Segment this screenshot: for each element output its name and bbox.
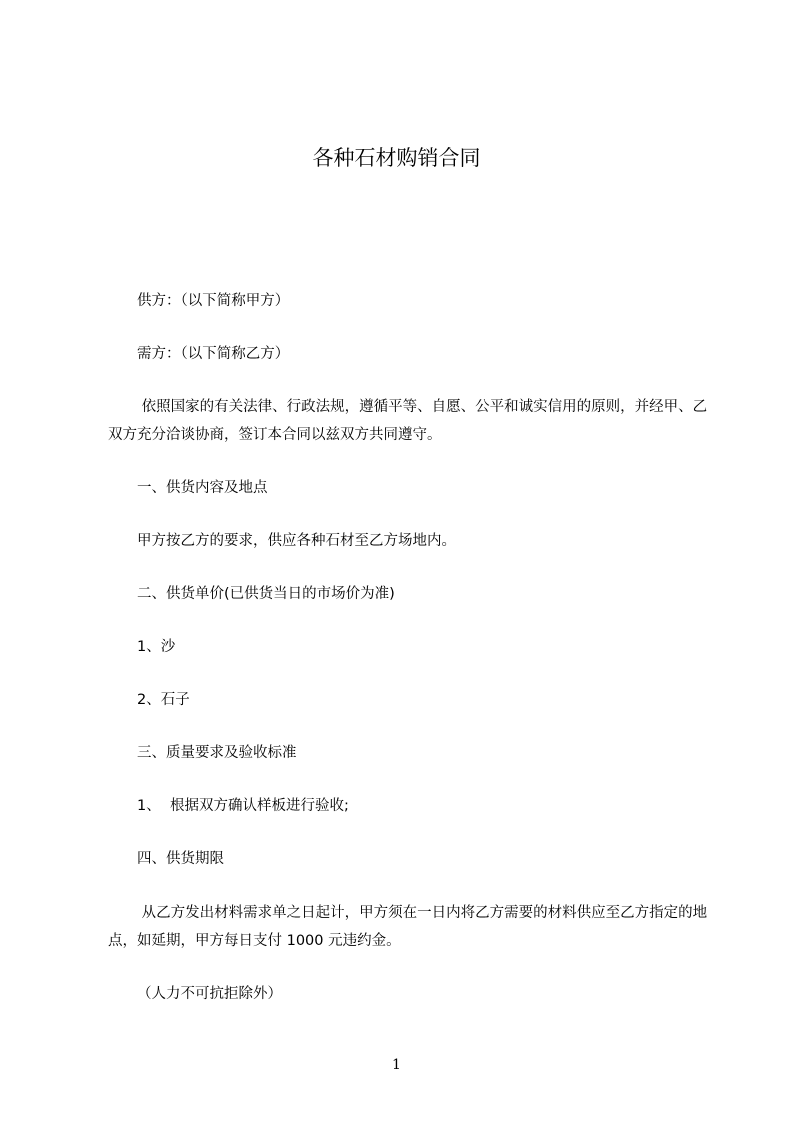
delivery-period-paragraph: 从乙方发出材料需求单之日起计，甲方须在一日内将乙方需要的材料供应至乙方指定的地点，如延期，甲方每日支付 1000 元违约金。	[108, 905, 708, 949]
buyer-line: 需方：（以下简称乙方）	[137, 346, 290, 362]
section-heading-2: 二、供货单价(已供货当日的市场价为准)	[137, 586, 395, 602]
section-1-body: 甲方按乙方的要求，供应各种石材至乙方场地内。	[137, 533, 456, 549]
item-sand: 1、沙	[137, 639, 176, 655]
section-heading-4: 四、供货期限	[137, 851, 224, 867]
document-title: 各种石材购销合同	[312, 146, 481, 170]
preamble-paragraph: 依照国家的有关法律、行政法规，遵循平等、自愿、公平和诚实信用的原则，并经甲、乙双方充分洽谈协商，签订本合同以兹双方共同遵守。	[108, 399, 708, 443]
supplier-line: 供方：（以下简称甲方）	[137, 293, 290, 309]
force-majeure-note: （人力不可抗拒除外）	[137, 986, 282, 1002]
acceptance-item-1: 1、 根据双方确认样板进行验收;	[137, 798, 349, 814]
item-gravel: 2、石子	[137, 692, 190, 708]
page-number: 1	[392, 1057, 401, 1073]
section-heading-1: 一、供货内容及地点	[137, 480, 268, 496]
section-heading-3: 三、质量要求及验收标准	[137, 745, 297, 761]
